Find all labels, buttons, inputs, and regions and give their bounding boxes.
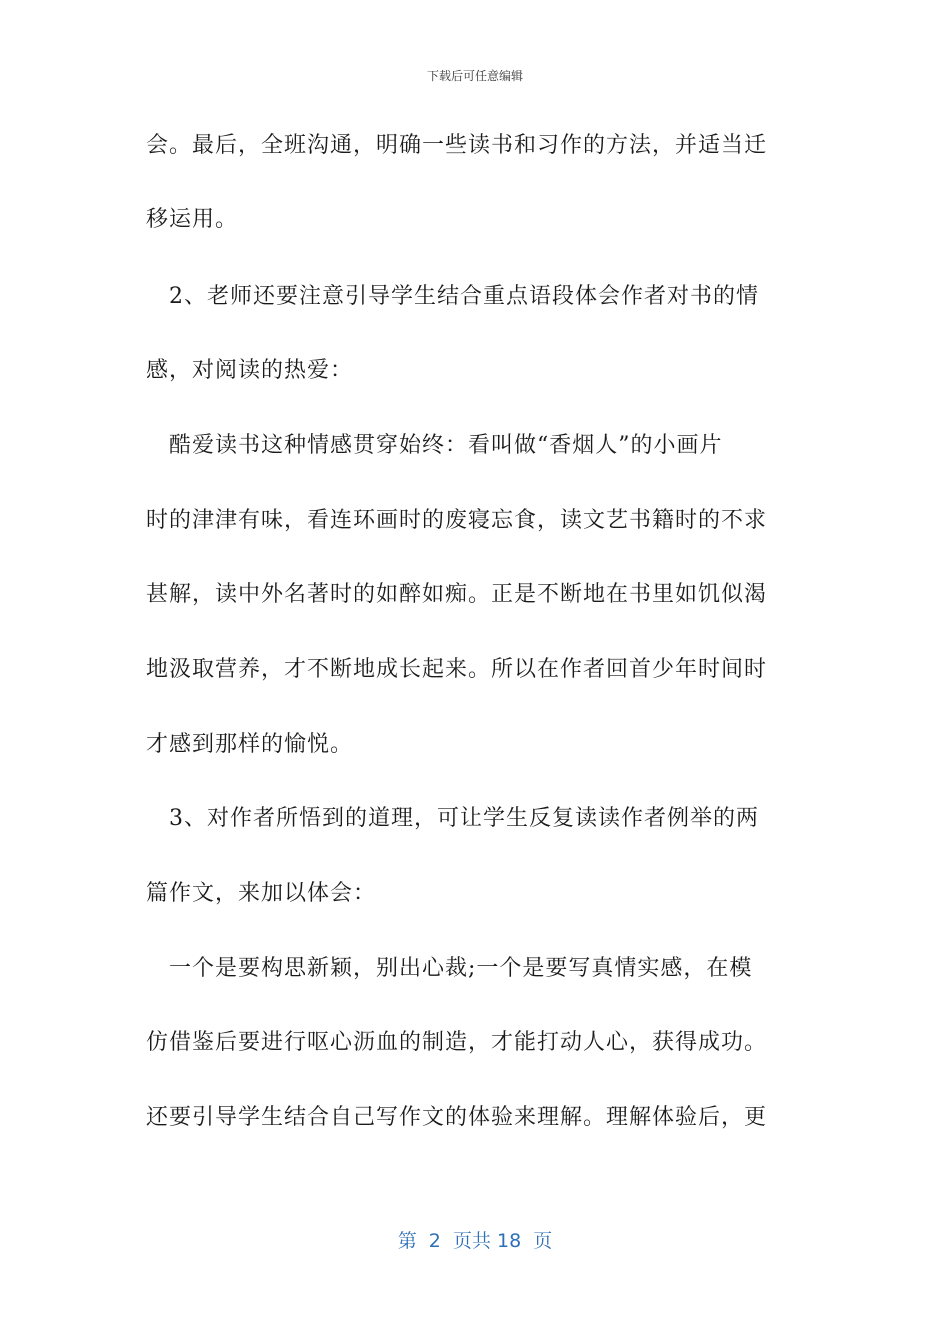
body-line: 一个是要构思新颖，别出心裁;一个是要写真情实感，在模 [146,956,753,981]
body-line: 酷爱读书这种情感贯穿始终：看叫做“香烟人”的小画片 [146,433,723,458]
body-line: 移运用。 [146,207,239,232]
body-line: 3、对作者所悟到的道理，可让学生反复读读作者例举的两 [146,806,759,831]
body-line: 地汲取营养，才不断地成长起来。所以在作者回首少年时间时 [146,657,768,682]
body-line: 会。最后，全班沟通，明确一些读书和习作的方法，并适当迁 [146,133,768,158]
page-number: 第 2 页共 18 页 [397,1230,553,1252]
body-line: 甚解，读中外名著时的如醉如痴。正是不断地在书里如饥似渴 [146,582,768,607]
body-line: 感，对阅读的热爱： [146,358,354,383]
body-line: 2、老师还要注意引导学生结合重点语段体会作者对书的情 [146,284,759,309]
body-line: 篇作文，来加以体会： [146,881,377,906]
body-line: 才感到那样的愉悦。 [146,732,354,757]
body-line: 还要引导学生结合自己写作文的体验来理解。理解体验后，更 [146,1105,768,1130]
page-header: 下载后可任意编辑 [426,69,523,83]
body-line: 时的津津有味，看连环画时的废寝忘食，读文艺书籍时的不求 [146,508,768,533]
body-line: 仿借鉴后要进行呕心沥血的制造，才能打动人心，获得成功。 [146,1030,768,1055]
